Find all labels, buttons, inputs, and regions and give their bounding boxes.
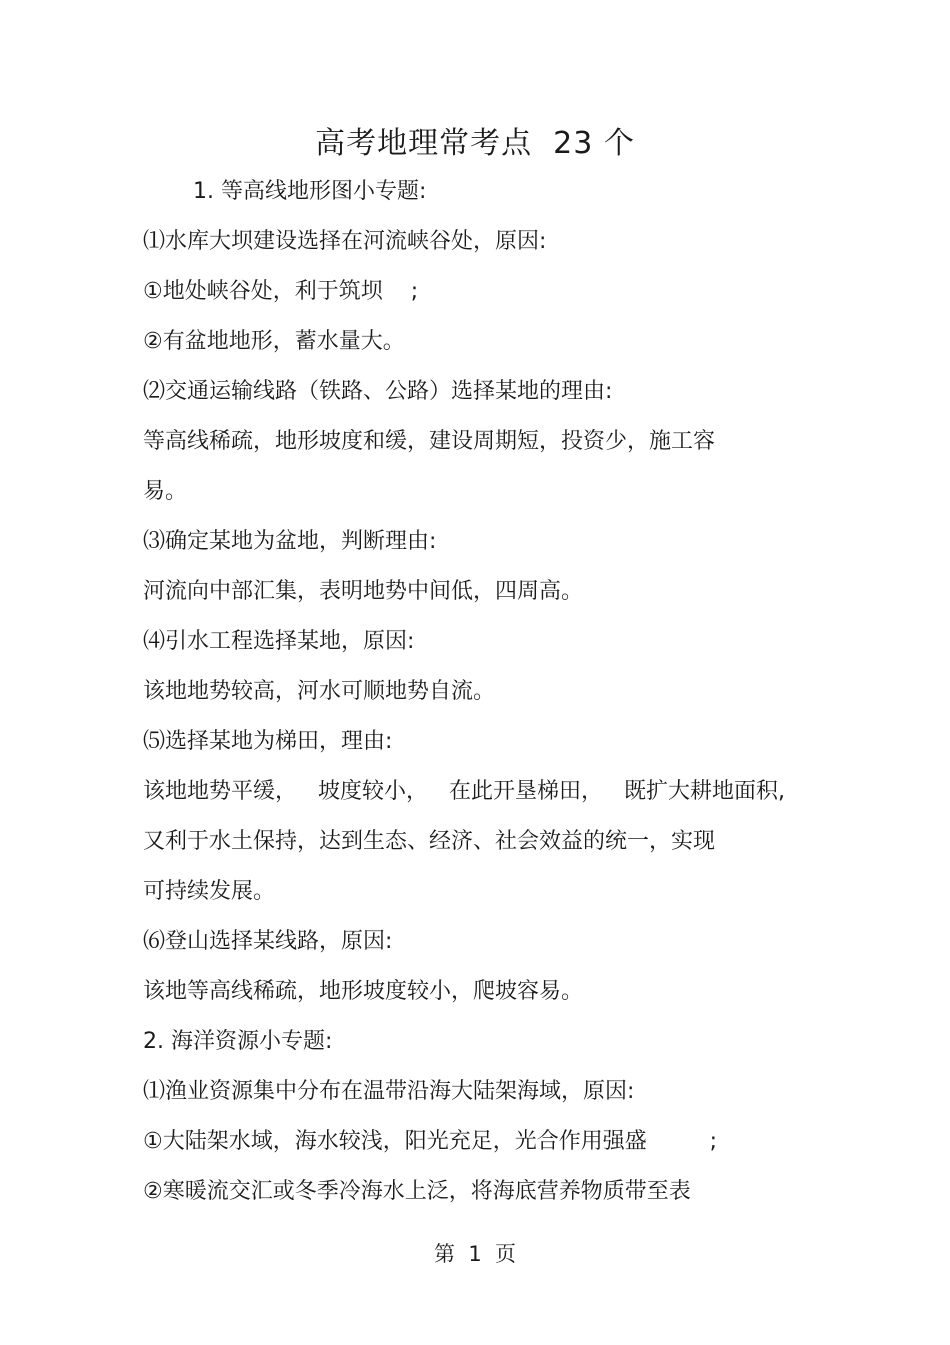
paragraph-line: ①大陆架水域，海水较浅，阳光充足，光合作用强盛 ;: [143, 1129, 718, 1154]
page-title: 高考地理常考点 23 个: [315, 126, 635, 161]
paragraph-line: ⑵交通运输线路（铁路、公路）选择某地的理由:: [143, 379, 613, 404]
section-heading-ocean: 2. 海洋资源小专题:: [143, 1029, 333, 1054]
paragraph-line: ②寒暖流交汇或冬季冷海水上泛，将海底营养物质带至表: [143, 1179, 691, 1204]
paragraph-line: ⑴渔业资源集中分布在温带沿海大陆架海域，原因:: [143, 1079, 635, 1104]
paragraph-line: 河流向中部汇集，表明地势中间低，四周高。: [143, 579, 584, 604]
paragraph-line: ⑷引水工程选择某地，原因:: [143, 629, 415, 654]
paragraph-line: ①地处峡谷处，利于筑坝 ;: [143, 279, 419, 304]
paragraph-line: 该地地势平缓， 坡度较小， 在此开垦梯田， 既扩大耕地面积,: [143, 779, 785, 804]
paragraph-line: ⑶确定某地为盆地，判断理由:: [143, 529, 437, 554]
paragraph-line: 等高线稀疏，地形坡度和缓，建设周期短，投资少，施工容: [143, 429, 716, 454]
paragraph-line: 可持续发展。: [143, 879, 276, 904]
page-number: 第 1 页: [433, 1242, 517, 1266]
paragraph-line: 该地等高线稀疏，地形坡度较小，爬坡容易。: [143, 979, 584, 1004]
section-heading-contour: 1. 等高线地形图小专题:: [193, 179, 427, 204]
paragraph-line: 易。: [143, 479, 188, 504]
paragraph-line: 又利于水土保持，达到生态、经济、社会效益的统一，实现: [143, 829, 716, 854]
paragraph-line: ②有盆地地形，蓄水量大。: [143, 329, 405, 354]
paragraph-line: ⑴水库大坝建设选择在河流峡谷处，原因:: [143, 229, 547, 254]
paragraph-line: 该地地势较高，河水可顺地势自流。: [143, 679, 496, 704]
paragraph-line: ⑹登山选择某线路，原因:: [143, 929, 393, 954]
paragraph-line: ⑸选择某地为梯田，理由:: [143, 729, 393, 754]
